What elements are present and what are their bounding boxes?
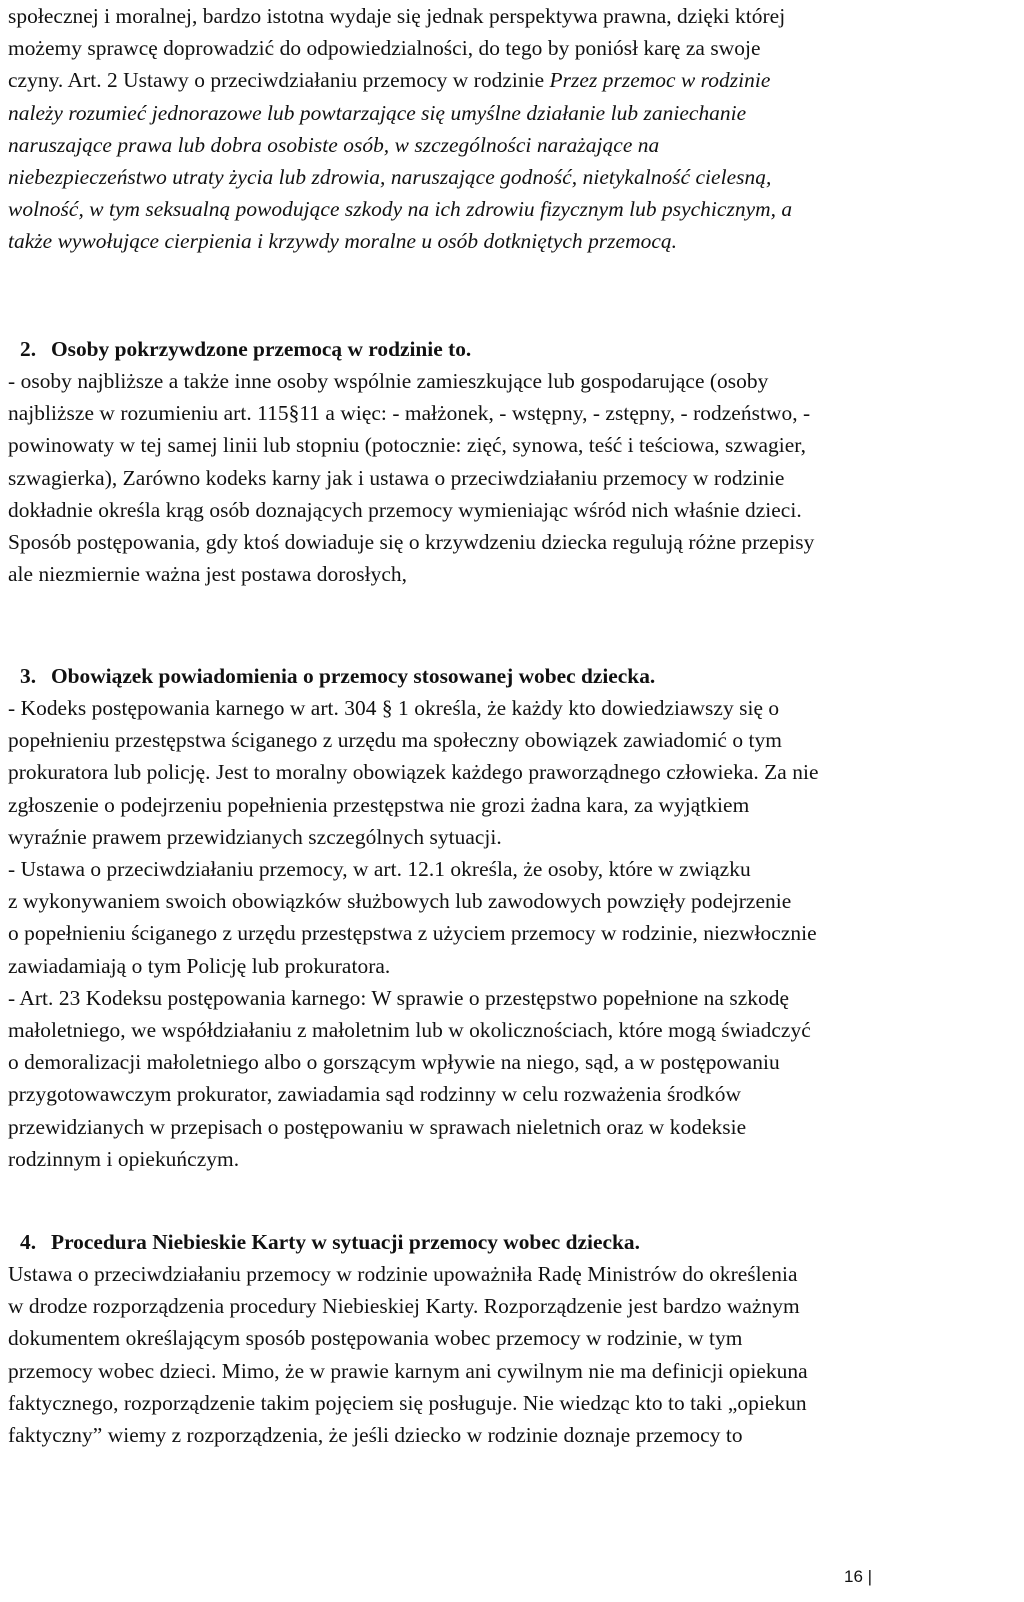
section-2-line: - osoby najbliższe a także inne osoby wspólnie zamieszkujące lub gospodarujące (osoby xyxy=(8,369,769,393)
section-3-title: Obowiązek powiadomienia o przemocy stosowanej wobec dziecka. xyxy=(51,664,656,688)
section-4-line: w drodze rozporządzenia procedury Niebieskiej Karty. Rozporządzenie jest bardzo ważnym xyxy=(8,1294,800,1319)
section-4-line: Ustawa o przeciwdziałaniu przemocy w rodzinie upoważniła Radę Ministrów do określenia xyxy=(8,1262,798,1286)
intro-line-normal-part: czyny. Art. 2 Ustawy o przeciwdziałaniu przemocy w rodzinie xyxy=(8,68,550,93)
section-2-number: 2. xyxy=(20,337,37,361)
intro-line: społecznej i moralnej, bardzo istotna wydaje się jednak perspektywa prawna, dzięki której xyxy=(8,4,786,28)
section-3-line: zawiadamiają o tym Policję lub prokuratora. xyxy=(8,953,391,978)
section-3-line: o popełnieniu ściganego z urzędu przestępstwa z użyciem przemocy w rodzinie, niezwłocznie xyxy=(8,921,817,946)
section-2-line: szwagierka), Zarówno kodeks karny jak i ustawa o przeciwdziałaniu przemocy w rodzinie xyxy=(8,465,785,490)
page-number: 16 | xyxy=(844,1567,873,1586)
definition-quote-line: także wywołujące cierpienia i krzywdy moralne u osób dotkniętych przemocą. xyxy=(8,229,678,254)
section-2-line: najbliższe w rozumieniu art. 115§11 a więc: - małżonek, - wstępny, - zstępny, - rodzeństwo, - xyxy=(8,401,811,426)
section-3-paragraph xyxy=(8,692,1012,1175)
section-3-line: przewidzianych w przepisach o postępowaniu w sprawach nieletnich oraz w kodeksie xyxy=(8,1114,747,1139)
section-3-line: wyraźnie prawem przewidzianych szczególnych sytuacji. xyxy=(8,824,502,849)
intro-paragraph xyxy=(8,0,1012,258)
section-4-line: dokumentem określającym sposób postępowania wobec przemocy w rodzinie, w tym xyxy=(8,1326,743,1351)
definition-quote-line: wolność, w tym seksualną powodujące szkody na ich zdrowiu fizycznym lub psychicznym, a xyxy=(8,197,793,222)
section-2-heading xyxy=(20,333,471,365)
section-3-line: popełnieniu przestępstwa ściganego z urzędu ma społeczny obowiązek zawiadomić o tym xyxy=(8,728,782,753)
definition-quote-line: naruszające prawa lub dobra osobiste osób, w szczególności narażające na xyxy=(8,132,660,157)
definition-quote-line: niebezpieczeństwo utraty życia lub zdrowia, naruszające godność, nietykalność cielesną, xyxy=(8,165,772,190)
section-2-line: dokładnie określa krąg osób doznających przemocy wymieniając wśród nich właśnie dzieci. xyxy=(8,497,802,522)
definition-quote-start: Przez przemoc w rodzinie xyxy=(549,68,771,93)
section-3-line: - Ustawa o przeciwdziałaniu przemocy, w art. 12.1 określa, że osoby, które w związku xyxy=(8,857,751,882)
section-3-line: o demoralizacji małoletniego albo o gorszącym wpływie na niego, sąd, a w postępowaniu xyxy=(8,1050,780,1075)
section-3-line: małoletniego, we współdziałaniu z małoletnim lub w okolicznościach, które mogą świadczyć xyxy=(8,1018,811,1043)
section-4-title: Procedura Niebieskie Karty w sytuacji przemocy wobec dziecka. xyxy=(51,1230,640,1254)
section-2-paragraph xyxy=(8,365,1012,590)
section-3-line: z wykonywaniem swoich obowiązków służbowych lub zawodowych powzięły podejrzenie xyxy=(8,889,792,914)
section-2-title: Osoby pokrzywdzone przemocą w rodzinie to. xyxy=(51,337,472,361)
section-3-line: zgłoszenie o podejrzeniu popełnienia przestępstwa nie grozi żadna kara, za wyjątkiem xyxy=(8,792,750,817)
document-page xyxy=(8,0,1018,1602)
section-4-number: 4. xyxy=(20,1230,37,1254)
section-3-line: przygotowawczym prokurator, zawiadamia sąd rodzinny w celu rozważenia środków xyxy=(8,1082,741,1107)
intro-line: możemy sprawcę doprowadzić do odpowiedzialności, do tego by poniósł karę za swoje xyxy=(8,36,761,61)
section-4-line: faktyczny” wiemy z rozporządzenia, że jeśli dziecko w rodzinie doznaje przemocy to xyxy=(8,1423,743,1448)
section-3-line: rodzinnym i opiekuńczym. xyxy=(8,1146,240,1171)
definition-quote-line: należy rozumieć jednorazowe lub powtarzające się umyślne działanie lub zaniechanie xyxy=(8,100,747,125)
section-3-line: prokuratora lub policję. Jest to moralny obowiązek każdego praworządnego człowieka. Za nie xyxy=(8,760,819,785)
section-3-number: 3. xyxy=(20,664,37,688)
section-3-line: - Kodeks postępowania karnego w art. 304 § 1 określa, że każdy kto dowiedziawszy się o xyxy=(8,696,780,720)
section-4-line: faktycznego, rozporządzenie takim pojęciem się posługuje. Nie wiedząc kto to taki „opiekun xyxy=(8,1390,807,1415)
section-2-line: powinowaty w tej samej linii lub stopniu (potocznie: zięć, synowa, teść i teściowa, szwagier, xyxy=(8,433,807,458)
section-4-paragraph xyxy=(8,1258,1012,1451)
section-4-line: przemocy wobec dzieci. Mimo, że w prawie karnym ani cywilnym nie ma definicji opiekuna xyxy=(8,1358,808,1383)
section-3-heading xyxy=(20,660,655,692)
section-2-line: ale niezmiernie ważna jest postawa dorosłych, xyxy=(8,562,408,587)
section-3-line: - Art. 23 Kodeksu postępowania karnego: W sprawie o przestępstwo popełnione na szkodę xyxy=(8,985,790,1010)
section-4-heading xyxy=(20,1226,640,1258)
intro-line-mixed xyxy=(8,64,1012,96)
section-2-line: Sposób postępowania, gdy ktoś dowiaduje się o krzywdzeniu dziecka regulują różne przepisy xyxy=(8,530,815,555)
